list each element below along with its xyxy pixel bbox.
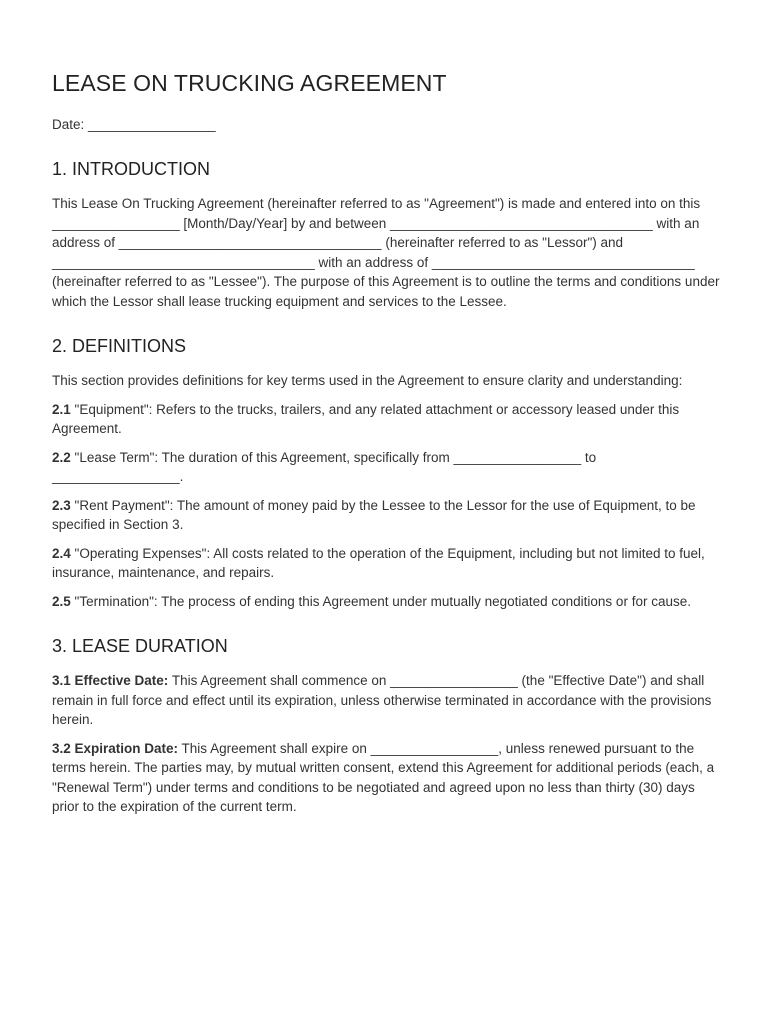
- section-heading: 1. INTRODUCTION: [52, 159, 211, 179]
- section-heading: 3. LEASE DURATION: [52, 636, 228, 656]
- definition-item: [52, 400, 720, 439]
- clause-number: 3.1 Effective Date:: [52, 673, 169, 688]
- duration-item: [52, 671, 720, 730]
- date-line: Date: _________________: [52, 117, 216, 132]
- introduction-paragraph: This Lease On Trucking Agreement (hereinafter referred to as "Agreement") is made and entered into on this _________________ [Month/Day/Year] by and between ___________________________________ with an address of ___________________________________ (hereinafter referred to as "Lessor") and ___________________________________ with an address of ___________________________________ (hereinafter referred to as "Lessee"). The purpose of this Agreement is to outline the terms and conditions under which the Lessor shall lease trucking equipment and services to the Lessee.: [52, 196, 720, 309]
- definition-item: [52, 448, 720, 487]
- clause-number: 2.4: [52, 545, 71, 561]
- definition-item: [52, 496, 720, 535]
- duration-item: [52, 739, 720, 817]
- section-definitions: [52, 336, 720, 611]
- clause-text: This Agreement shall commence on _________________ (the "Effective Date") and shall remain in full force and effect until its expiration, unless otherwise terminated in accordance with the provisions herein.: [52, 673, 712, 727]
- clause-text: "Rent Payment": The amount of money paid by the Lessee to the Lessor for the use of Equipment, to be specified in Section 3.: [52, 497, 696, 532]
- clause-number: 2.3: [52, 497, 71, 513]
- section-lease-duration: [52, 636, 720, 817]
- clause-number: 2.2: [52, 449, 71, 465]
- clause-number: 2.5: [52, 593, 71, 609]
- clause-text: This Agreement shall expire on _________________, unless renewed pursuant to the terms herein. The parties may, by mutual written consent, extend this Agreement for additional periods (each, a "Renewal Term") under terms and conditions to be negotiated and agreed upon no less than thirty (30) days prior to the expiration of the current term.: [52, 740, 715, 814]
- clause-text: "Operating Expenses": All costs related to the operation of the Equipment, including but not limited to fuel, insurance, maintenance, and repairs.: [52, 545, 705, 580]
- clause-number: 3.2 Expiration Date:: [52, 740, 179, 756]
- section-heading: 2. DEFINITIONS: [52, 336, 187, 356]
- document-title: LEASE ON TRUCKING AGREEMENT: [52, 70, 447, 96]
- clause-text: "Equipment": Refers to the trucks, trailers, and any related attachment or accessory leased under this Agreement.: [52, 401, 680, 436]
- definition-item: [52, 544, 720, 583]
- clause-text: "Lease Term": The duration of this Agreement, specifically from _________________ to _________________.: [52, 449, 597, 484]
- clause-text: "Termination": The process of ending this Agreement under mutually negotiated conditions or for cause.: [70, 593, 691, 609]
- definitions-intro-paragraph: This section provides definitions for key terms used in the Agreement to ensure clarity and understanding:: [52, 373, 683, 388]
- definition-item: [52, 592, 720, 612]
- clause-number: 2.1: [52, 401, 71, 417]
- section-introduction: [52, 159, 720, 311]
